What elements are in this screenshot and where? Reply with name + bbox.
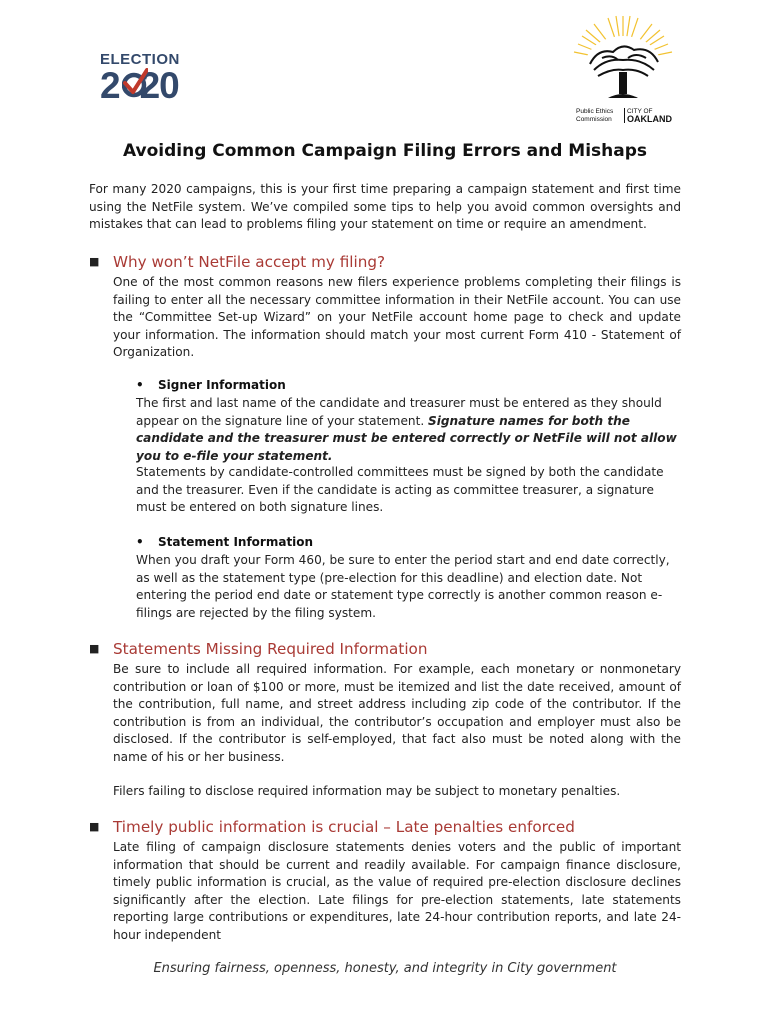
- subheading-signer-information: • Signer Information: [136, 378, 286, 392]
- section-body-late-penalties: Late filing of campaign disclosure statements denies voters and the public of important information that should be current and readily available. For campaign finance disclosure, timely public information is crucial, as the value of required pre-election disclosure declines significantly after the election. Late filings for pre-election statements, late statements reporting large contributions or expenditures, late 24-hour contribution reports, and late 24-hour independent: [113, 840, 681, 942]
- checkmark-icon: [122, 68, 148, 98]
- page-title: Avoiding Common Campaign Filing Errors and Mishaps: [122, 141, 648, 161]
- logo-city: CITY OF OAKLAND: [627, 108, 672, 124]
- subheading-statement-information: • Statement Information: [136, 535, 314, 549]
- section-body-missing-info-penalties: Filers failing to disclose required information may be subject to monetary penalties.: [113, 784, 621, 798]
- square-bullet-icon: ■: [89, 255, 100, 268]
- logo-year: 2 20: [100, 65, 179, 106]
- election-2020-logo: [100, 52, 190, 108]
- logo-org-name: Public Ethics Commission: [576, 108, 625, 123]
- section-heading-late-penalties: ■ Timely public information is crucial – Late penalties enforced: [89, 818, 575, 836]
- oak-tree-seal-icon: [568, 14, 678, 110]
- square-bullet-icon: ■: [89, 820, 100, 833]
- square-bullet-icon: ■: [89, 642, 100, 655]
- section-heading-netfile: ■ Why won’t NetFile accept my filing?: [89, 253, 386, 271]
- oakland-pec-logo: [568, 14, 678, 122]
- section-body-missing-info: Be sure to include all required information. For example, each monetary or nonmonetary contribution or loan of $100 or more, must be itemized and list the date received, amount of the contribution, full name, and street address including zip code of the contributor. If the contribution is from an individual, the contributor’s occupation and employer must also be disclosed. If the contributor is self-employed, that fact also must be noted along with the name of his or her business.: [113, 662, 681, 764]
- signer-emphasis: Signature names for both the candidate and the treasurer must be entered correctly or NetFile will not allow you to e-file your statement.: [136, 413, 677, 463]
- intro-paragraph: For many 2020 campaigns, this is your first time preparing a campaign statement and first time using the NetFile system. We’ve compiled some tips to help you avoid common oversights and mistakes that can lead to problems filing your statement on time or require an amendment.: [89, 182, 681, 231]
- signer-information-text-2: Statements by candidate-controlled committees must be signed by both the candidate and the treasurer. Even if the candidate is acting as committee treasurer, a signature must be entered on both signature lines.: [136, 465, 664, 514]
- section-body-netfile: One of the most common reasons new filers experience problems completing their filings is failing to enter all the necessary committee information in their NetFile account. You can use the “Committee Set-up Wizard” on your NetFile account home page to check and update your information. The information should match your most current Form 410 - Statement of Organization.: [113, 275, 681, 359]
- signer-information-text: The first and last name of the candidate and treasurer must be entered as they should appear on the signature line of your statement. Signature names for both the candidate and the treasurer must be entered correctly or NetFile will not allow you to e-file your statement.: [136, 396, 677, 463]
- footer-tagline: Ensuring fairness, openness, honesty, and integrity in City government: [153, 961, 617, 976]
- logo-election-text: ELECTION: [100, 51, 180, 68]
- statement-information-text: When you draft your Form 460, be sure to enter the period start and end date correctly, as well as the statement type (pre-election for this deadline) and election date. Not entering the period end date or statement type correctly is another common reason e-filings are rejected by the filing system.: [136, 553, 670, 620]
- section-heading-missing-info: ■ Statements Missing Required Information: [89, 640, 428, 658]
- bullet-dot-icon: •: [136, 535, 144, 549]
- bullet-dot-icon: •: [136, 378, 144, 392]
